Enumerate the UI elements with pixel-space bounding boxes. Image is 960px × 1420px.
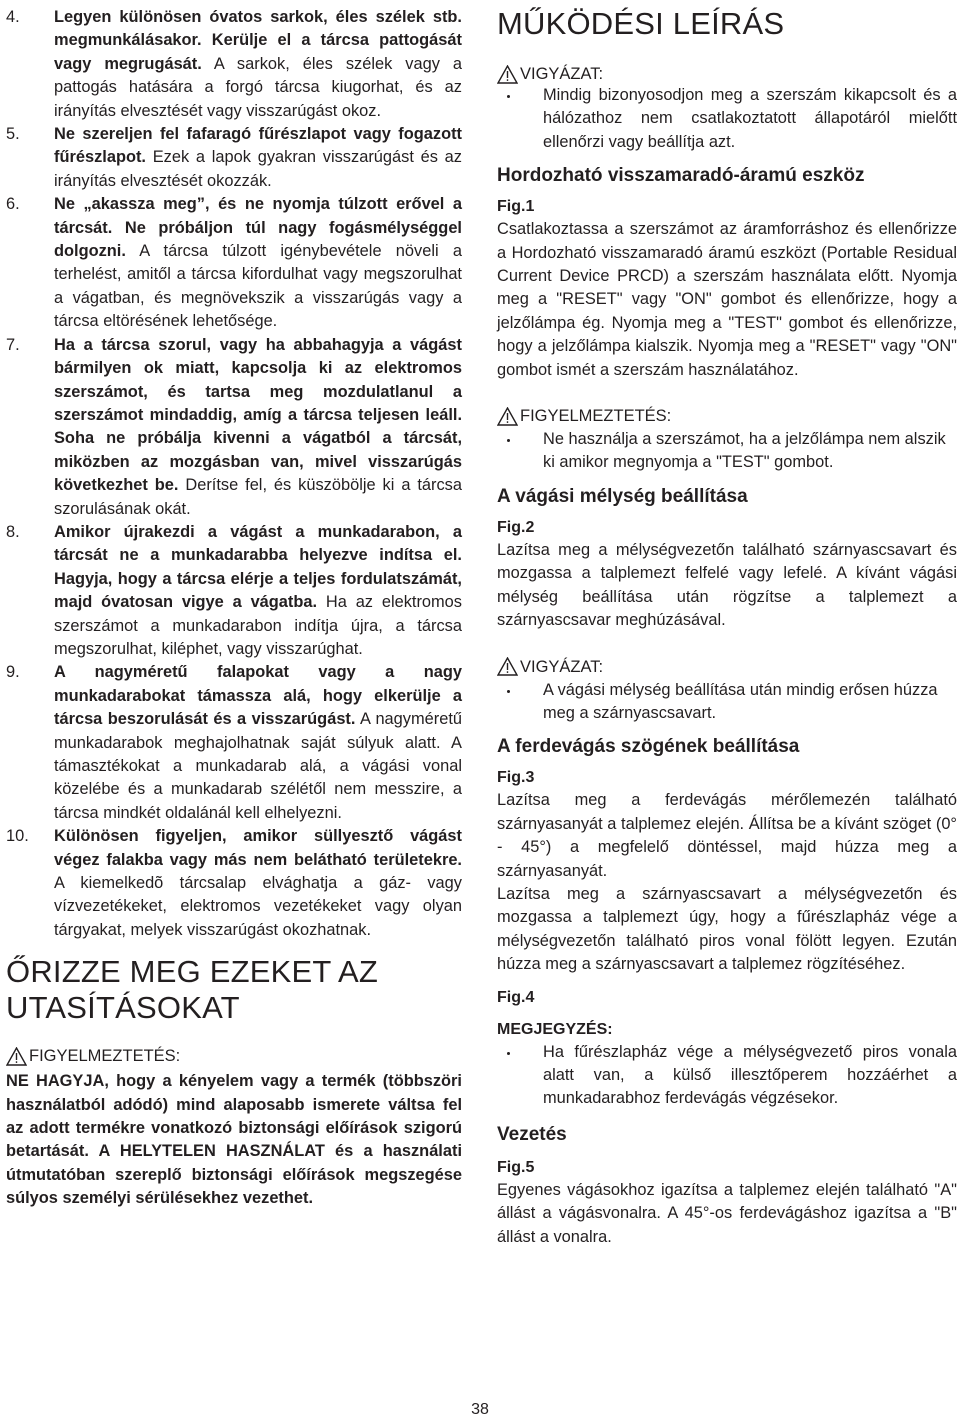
prcd-text: Csatlakoztassa a szerszámot az áramforráshoz és ellenőrizze a Hordozható visszamaradó áramú eszközt (Portable Residual Current Device PRCD) a szerszám használata előtt. Nyomja meg a "RESET" vagy "ON" gombot és ellenőrizze, hogy a jelzőlámpa ég. Nyomja meg a "TEST" gombot és ellenőrizze, hogy a jelzőlámpa kialszik. Nyomja meg a "RESET" vagy "ON" gombot ismét a szerszám használatához. [497,220,957,379]
item-bold-text: A nagyméretű falapokat vagy a nagy munkadarabokat támassza alá, hogy elkerülje a tárcsa beszorulását és a visszarúgást. [54,663,462,729]
list-item [6,193,462,333]
bullet-icon [497,679,543,726]
item-text: A tárcsa túlzott igénybevétele növeli a terhelést, amitől a tárcsa kifordulhat vagy megszorulhat a vágatban, és megnövekszik a visszarúgás vagy a tárcsa eltörésének lehetősége. [54,242,462,331]
page-number: 38 [471,1401,489,1418]
list-item [6,334,462,521]
figure-ref: Fig.3 [497,769,535,787]
item-text: Ha az elektromos szerszámot a munkadarabon indítja újra, a tárcsa megszorulhat, kiléphet, vagy visszarúghat. [54,593,462,658]
figure-ref: Fig.1 [497,198,535,216]
item-number: 7. [6,335,20,354]
item-bold-text: Ne „akassza meg”, és ne nyomja túlzott erővel a tárcsát. Ne próbáljon túl nagy fogásmélységgel dolgozni. [54,195,462,261]
caution-label: VIGYÁZAT: [497,64,957,84]
bullet-icon [497,428,543,475]
item-number: 6. [6,195,20,214]
item-text: A sarkok, éles szélek vagy a pattogás hatására a forgó tárcsa kiugorhat, és az irányítás elvesztését vagy visszarúgást okoz. [54,54,462,120]
warning-text: NE HAGYJA, hogy a kényelem vagy a termék (többszöri használatból adódó) mind alaposabb ismerete váltsa fel az adott termékre vonatkozó biztonsági előírások szigorú betartását. A HELYTELEN HASZNÁLAT és a használati útmutatóban szereplő biztonsági előírások megszegése súlyos személyi sérülésekhez vezethet. [6,1072,462,1208]
keep-instructions-heading: ŐRIZZE MEG EZEKET AZ UTASÍTÁSOKAT [6,954,379,1026]
guide-heading: Vezetés [497,1123,567,1145]
list-item [6,123,462,193]
section-title: MŰKÖDÉSI LEÍRÁS [497,6,785,41]
depth-text: Lazítsa meg a mélységvezetőn található szárnyascsavart és mozgassa a talplemezt felfelé vagy lefelé. A kívánt vágási mélység beállítása után rögzítse a talplemezt a szárnyascsavar meghúzásával. [497,540,957,630]
figure-ref: Fig.2 [497,518,535,536]
right-column [497,6,957,1249]
item-text: Ezek a lapok gyakran visszarúgást és az irányítás elvesztését okozzák. [54,148,462,190]
warning-label: FIGYELMEZTETÉS: [6,1046,462,1066]
safety-list [6,6,462,942]
note-label: MEGJEGYZÉS: [497,1020,613,1038]
bullet-icon [497,1041,543,1111]
bullet-item: Ha fűrészlapház vége a mélységvezető piros vonala alatt van, a külső illesztőperem hozzáérhet a munkadarabhoz ferdevágás végzésekor. [497,1041,957,1111]
item-number: 8. [6,522,20,541]
warning-triangle-icon [6,1047,27,1066]
list-item [6,825,462,942]
warning-triangle-icon [497,657,518,676]
bullet-icon [497,84,543,154]
item-bold-text: Ha a tárcsa szorul, vagy ha abbahagyja a vágást bármilyen ok miatt, kapcsolja ki az elektromos szerszámot, és tartsa meg mozdulatlanul a szerszámot mindaddig, amíg a tárcsa teljesen leáll. Soha ne próbálja kivenni a vágatból a tárcsát, miközben az mozgásban van, mivel visszarúgás következhet be. [54,335,462,495]
bevel-text: Lazítsa meg a ferdevágás mérőlemezén található szárnyasanyát a talplemez elején. Állítsa be a kívánt szöget (0° - 45°) a megfelelő döntéssel, majd húzza meg a szárnyasanyát. [497,791,957,880]
figure-ref: Fig.4 [497,988,535,1006]
list-item [6,661,462,825]
warning-triangle-icon [497,65,518,84]
item-bold-text: Ne szereljen fel fafaragó fűrészlapot vagy fogazott fűrészlapot. [54,125,462,167]
item-text: Derítse fel, és küszöbölje ki a tárcsa szorulásának okát. [54,476,462,518]
caution-label: VIGYÁZAT: [497,657,957,677]
left-column [6,6,462,1211]
item-number: 10. [6,827,29,846]
item-text: A kiemelkedõ tárcsalap elvághatja a gáz- vagy vízvezetékeket, elektromos vezetékeket vagy olyan tárgyakat, melyek visszarúgást okozhatnak. [54,874,462,939]
item-number: 5. [6,125,20,144]
bevel-text: Lazítsa meg a szárnyascsavart a mélységvezetőn és mozgassa a talplemezt úgy, hogy a fűrészlapház vége a mélységvezetőn található piros vonal fölött legyen. Ezután húzza meg a szárnyascsavart a talplemez rögzítéséhez. [497,884,957,974]
item-bold-text: Legyen különösen óvatos sarkok, éles szélek stb. megmunkálásakor. Kerülje el a tárcsa pattogását vagy megrugását. [54,8,462,73]
warning-label: FIGYELMEZTETÉS: [497,406,957,426]
item-bold-text: Különösen figyeljen, amikor süllyesztő vágást végez falakba vagy más nem belátható területekre. [54,827,462,869]
figure-ref: Fig.5 [497,1158,535,1176]
guide-text: Egyenes vágásokhoz igazítsa a talplemez elején található "A" állást a vágásvonalra. A 45°-os ferdevágáshoz igazítsa a "B" állást a vonalra. [497,1180,957,1246]
bullet-item: A vágási mélység beállítása után mindig erősen húzza meg a szárnyascsavart. [497,679,957,726]
item-number: 9. [6,663,20,682]
list-item [6,6,462,123]
item-number: 4. [6,8,20,26]
prcd-heading: Hordozható visszamaradó-áramú eszköz [497,165,865,187]
bevel-heading: A ferdevágás szögének beállítása [497,736,800,758]
list-item [6,521,462,661]
item-text: A nagyméretű munkadarabok meghajolhatnak saját súlyuk alatt. A támasztékokat a munkadarab alá, a vágási vonal közelébe és a munkadarab szélétől nem messzire, a tárcsa mindkét oldalánál kell elhelyezni. [54,710,462,822]
depth-heading: A vágási mélység beállítása [497,485,748,507]
warning-triangle-icon [497,407,518,426]
bullet-item: Mindig bizonyosodjon meg a szerszám kikapcsolt és a hálózathoz nem csatlakoztatott állapotáról mielőtt ellenőrzi vagy beállítja azt. [497,84,957,154]
item-bold-text: Amikor újrakezdi a vágást a munkadarabon, a tárcsát ne a munkadarabba helyezve indítsa el. Hagyja, hogy a tárcsa elérje a teljes fordulatszámát, majd óvatosan vigye a vágatba. [54,522,462,612]
bullet-item: Ne használja a szerszámot, ha a jelzőlámpa nem alszik ki amikor megnyomja a "TEST" gombot. [497,428,957,475]
